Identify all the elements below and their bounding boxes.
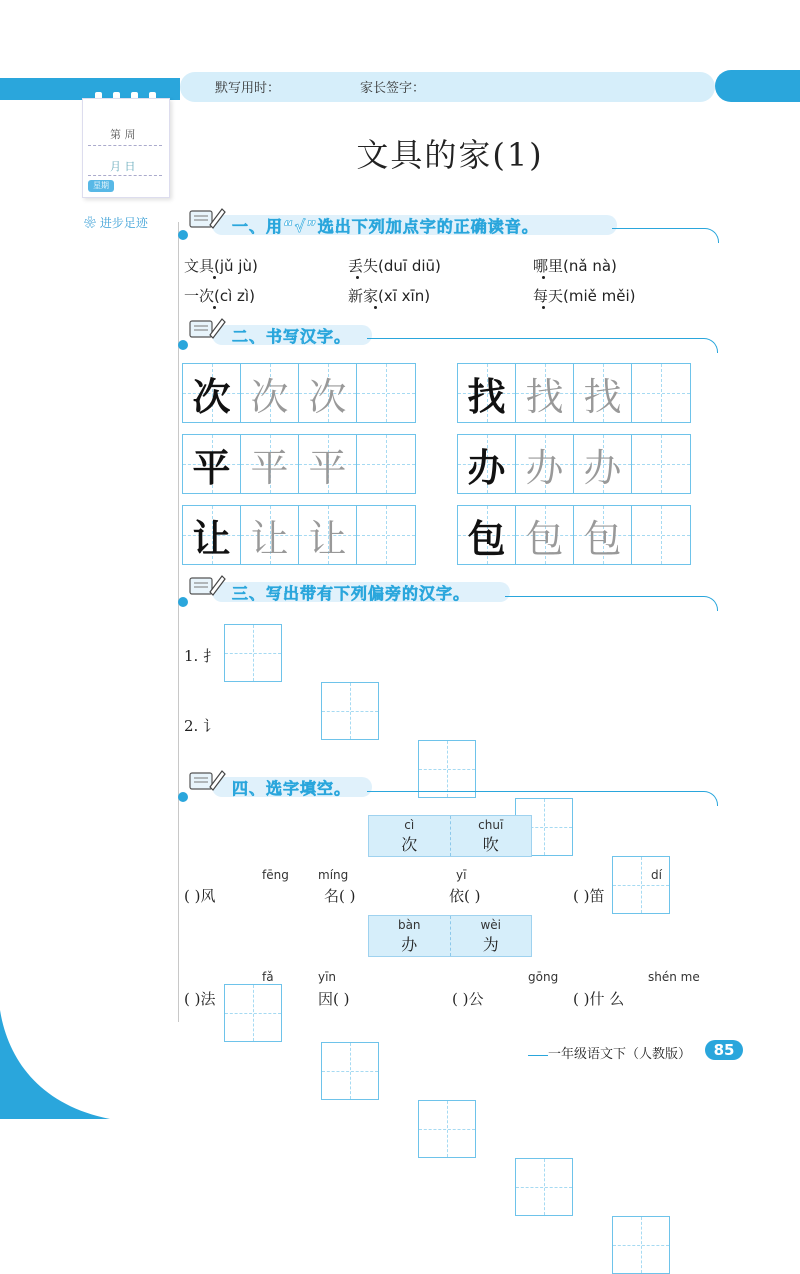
sign-label: 家长签字：	[360, 81, 426, 96]
grid-cell: 包	[574, 506, 632, 564]
choice-char: 为	[482, 935, 499, 954]
page-title: 文具的家(1)	[356, 136, 544, 174]
grid-cell: 次	[183, 364, 241, 422]
emphasis-dot	[542, 306, 545, 309]
pencil-icon	[188, 572, 226, 598]
reading-item: 哪里(nǎ nà)	[533, 257, 617, 275]
pinyin: wèi	[480, 918, 502, 932]
grid-cell: 次	[241, 364, 299, 422]
pinyin: bàn	[397, 918, 421, 932]
pinyin: shén me	[648, 970, 700, 984]
pencil-icon	[188, 205, 226, 231]
footer-line	[528, 1055, 548, 1056]
pinyin: dí	[651, 868, 662, 882]
grid-cell[interactable]	[357, 364, 415, 422]
answer-box[interactable]	[418, 740, 476, 798]
fill-blank[interactable]: ( )公	[452, 990, 484, 1008]
answer-box[interactable]	[515, 1158, 573, 1216]
answer-box[interactable]	[612, 1216, 670, 1274]
pinyin: fēng	[262, 868, 289, 882]
grid-cell: 办	[574, 435, 632, 493]
section-curve	[367, 791, 718, 806]
pencil-icon	[188, 767, 226, 793]
section-curve	[367, 338, 718, 353]
pinyin: gōng	[528, 970, 559, 984]
page-number: 85	[705, 1040, 743, 1060]
radical-label: 1. 扌	[184, 647, 219, 665]
emphasis-dot	[213, 306, 216, 309]
writing-grid	[182, 434, 416, 494]
grid-cell: 让	[183, 506, 241, 564]
grid-cell: 平	[299, 435, 357, 493]
pencil-icon	[188, 315, 226, 341]
fill-blank[interactable]: 名( )	[324, 887, 356, 905]
emphasis-dot	[542, 276, 545, 279]
reading-item: 文具(jǔ jù)	[184, 257, 258, 275]
weekday-badge: 星期	[88, 180, 114, 192]
section-dot	[178, 340, 188, 350]
grid-cell: 包	[458, 506, 516, 564]
writing-grid	[182, 363, 416, 423]
grid-cell[interactable]	[357, 506, 415, 564]
emphasis-dot	[356, 276, 359, 279]
answer-box[interactable]	[321, 1042, 379, 1100]
answer-box[interactable]	[224, 624, 282, 682]
pinyin: míng	[318, 868, 349, 882]
grid-cell: 次	[299, 364, 357, 422]
radical-label: 2. 讠	[184, 717, 219, 735]
pinyin: yī	[456, 868, 467, 882]
choice-char: 吹	[482, 835, 499, 854]
grid-cell[interactable]	[357, 435, 415, 493]
calendar-line	[88, 145, 162, 146]
answer-box[interactable]	[224, 984, 282, 1042]
grid-cell: 让	[299, 506, 357, 564]
writing-grid	[457, 434, 691, 494]
corner-decoration	[0, 1010, 110, 1119]
reading-item: 新家(xī xīn)	[348, 287, 431, 305]
calendar-week: 第 周	[110, 128, 136, 141]
pinyin: yīn	[318, 970, 337, 984]
grid-cell: 平	[183, 435, 241, 493]
section-dot	[178, 230, 188, 240]
fill-blank[interactable]: ( )什 么	[573, 990, 625, 1008]
grid-cell: 办	[458, 435, 516, 493]
writing-grid	[457, 363, 691, 423]
grid-cell: 办	[516, 435, 574, 493]
grid-cell[interactable]	[632, 506, 690, 564]
fill-blank[interactable]: ( )笛	[573, 887, 605, 905]
answer-box[interactable]	[418, 1100, 476, 1158]
pinyin: fǎ	[262, 970, 274, 984]
pinyin: chuī	[478, 818, 504, 832]
pinyin: cì	[404, 818, 415, 832]
answer-box[interactable]	[612, 856, 670, 914]
emphasis-dot	[374, 306, 377, 309]
section-curve	[612, 228, 719, 243]
section-3-title: 三、写出带有下列偏旁的汉字。	[232, 584, 471, 603]
section-dot	[178, 597, 188, 607]
writing-grid	[182, 505, 416, 565]
calendar-date: 月 日	[110, 160, 136, 173]
reading-item: 丢失(duī diū)	[348, 257, 441, 275]
section-curve	[505, 596, 718, 611]
choice-char: 办	[401, 935, 418, 954]
reading-item: 一次(cì zì)	[184, 287, 255, 305]
answer-box[interactable]	[321, 682, 379, 740]
steps-label	[84, 214, 148, 231]
choice-box	[368, 915, 532, 957]
section-2-title: 二、书写汉字。	[232, 327, 352, 346]
section-dot	[178, 792, 188, 802]
emphasis-dot	[213, 276, 216, 279]
grid-cell[interactable]	[632, 435, 690, 493]
grid-cell: 找	[458, 364, 516, 422]
fill-blank[interactable]: 因( )	[318, 990, 350, 1008]
section-1-title: 一、用“√”选出下列加点字的正确读音。	[232, 217, 539, 236]
calendar-line	[88, 175, 162, 176]
footprints-icon: ❀	[84, 216, 97, 230]
grid-cell: 包	[516, 506, 574, 564]
steps-text: 进步足迹	[99, 216, 148, 230]
fill-blank[interactable]: ( )法	[184, 990, 216, 1008]
choice-char: 次	[401, 835, 418, 854]
writing-grid	[457, 505, 691, 565]
top-right-bar	[715, 70, 800, 102]
choice-box	[368, 815, 532, 857]
fill-blank[interactable]: 依( )	[449, 887, 481, 905]
grid-cell: 平	[241, 435, 299, 493]
section-4-title: 四、选字填空。	[232, 779, 352, 798]
time-label: 默写用时：	[215, 81, 281, 96]
grid-cell: 让	[241, 506, 299, 564]
grid-cell[interactable]	[632, 364, 690, 422]
book-title: 一年级语文下（人教版）	[548, 1047, 692, 1062]
grid-cell: 找	[574, 364, 632, 422]
reading-item: 每天(miě měi)	[533, 287, 636, 305]
grid-cell: 找	[516, 364, 574, 422]
fill-blank[interactable]: ( )风	[184, 887, 216, 905]
